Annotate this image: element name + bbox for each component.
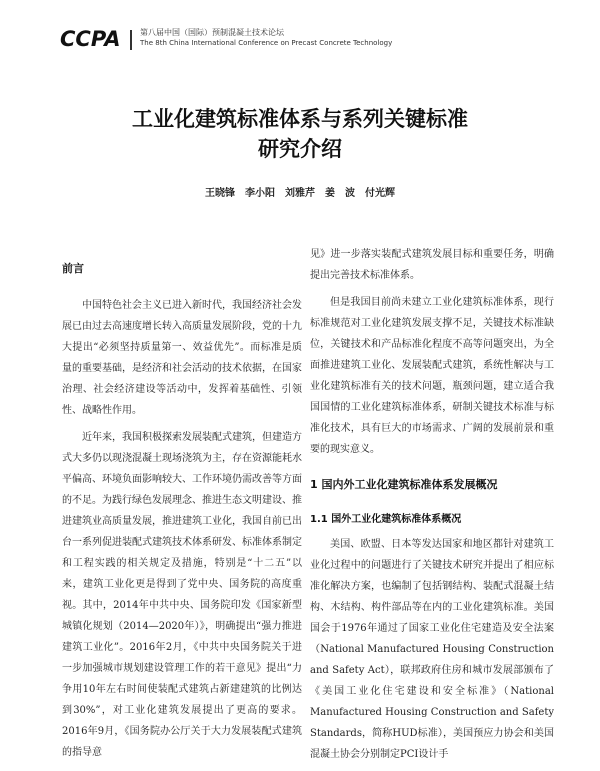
title-line-1: 工业化建筑标准体系与系列关键标准 bbox=[132, 107, 468, 131]
preface-paragraph-1: 中国特色社会主义已进入新时代，我国经济社会发展已由过去高速度增长转入高质量发展阶段，党的十九大提出“必须坚持质量第一、效益优先”。而标准是质量的重要基础，是经济和社会活动的技术依据，在国家治理、社会经济建设等活动中，发挥着基础性、引领性、战略性作用。 bbox=[62, 300, 302, 416]
ccpa-logo: CCPA bbox=[60, 27, 121, 51]
right-column bbox=[310, 244, 554, 771]
conference-name-cn: 第八届中国（国际）预制混凝土技术论坛 bbox=[140, 28, 284, 37]
left-column bbox=[62, 244, 302, 769]
right-paragraph-3: 美国、欧盟、日本等发达国家和地区都针对建筑工业化过程中的问题进行了关键技术研究并提出了相应标准化解决方案，也编制了包括钢结构、装配式混凝土结构、木结构、构件部品等在内的工业化建筑标准。美国国会于1976年通过了国家工业化住宅建造及安全法案（National Manufactured Housing Construction and Safety Act），联邦政府住房和城市发展部颁布了《美国工业化住宅建设和安全标准》（National Manufactured Housing Construction and Safety Standards，简称HUD标准），美国预应力协会和美国混凝土协会分别制定PCI设计手 bbox=[310, 539, 554, 760]
section-1-1-heading: 1.1 国外工业化建筑标准体系概况 bbox=[310, 514, 462, 525]
conference-name-en: The 8th China International Conference on Precast Concrete Technology bbox=[140, 39, 393, 47]
preface-heading: 前言 bbox=[62, 262, 84, 275]
logo-divider bbox=[130, 30, 132, 50]
author-list: 王晓锋 李小阳 刘雅芹 姜 波 付光辉 bbox=[205, 188, 395, 199]
paper-title bbox=[0, 104, 600, 164]
section-1-heading: 1 国内外工业化建筑标准体系发展概况 bbox=[310, 478, 498, 491]
continued-paragraph: 见》进一步落实装配式建筑发展目标和重要任务，明确提出完善技术标准体系。 bbox=[310, 249, 554, 281]
preface-paragraph-2: 近年来，我国积极探索发展装配式建筑，但建造方式大多仍以现浇混凝土现场浇筑为主，存在资源能耗水平偏高、环境负面影响较大、工作环境仍需改善等方面的不足。为践行绿色发展理念、推进生态文明建设、推进建筑业高质量发展，推进建筑工业化，我国自前已出台一系列促进装配式建筑技术体系研发、标准体系制定和工程实践的相关规定及措施，特别是“十二五”以来，建筑工业化更是得到了党中央、国务院的高度重视。其中，2014年中共中央、国务院印发《国家新型城镇化规划（2014—2020年）》，明确提出“强力推进建筑工业化”。2016年2月，《中共中央国务院关于进一步加强城市规划建设管理工作的若干意见》提出“力争用10年左右时间使装配式建筑占新建建筑的比例达到30%”，对工业化建筑发展提出了更高的要求。2016年9月，《国务院办公厅关于大力发展装配式建筑的指导意 bbox=[62, 432, 302, 758]
title-line-2: 研究介绍 bbox=[258, 137, 342, 161]
right-paragraph-2: 但是我国目前尚未建立工业化建筑标准体系，现行标准规范对工业化建筑发展支撑不足，关键技术标准缺位，关键技术和产品标准化程度不高等问题突出，为全面推进建筑工业化、发展装配式建筑，系统性解决与工业化建筑标准有关的技术问题，瓶颈问题，建立适合我国国情的工业化建筑标准体系，研制关键技术标准与标准化技术，具有巨大的市场需求、广阔的发展前景和重要的现实意义。 bbox=[310, 297, 554, 455]
conference-header bbox=[60, 24, 560, 54]
